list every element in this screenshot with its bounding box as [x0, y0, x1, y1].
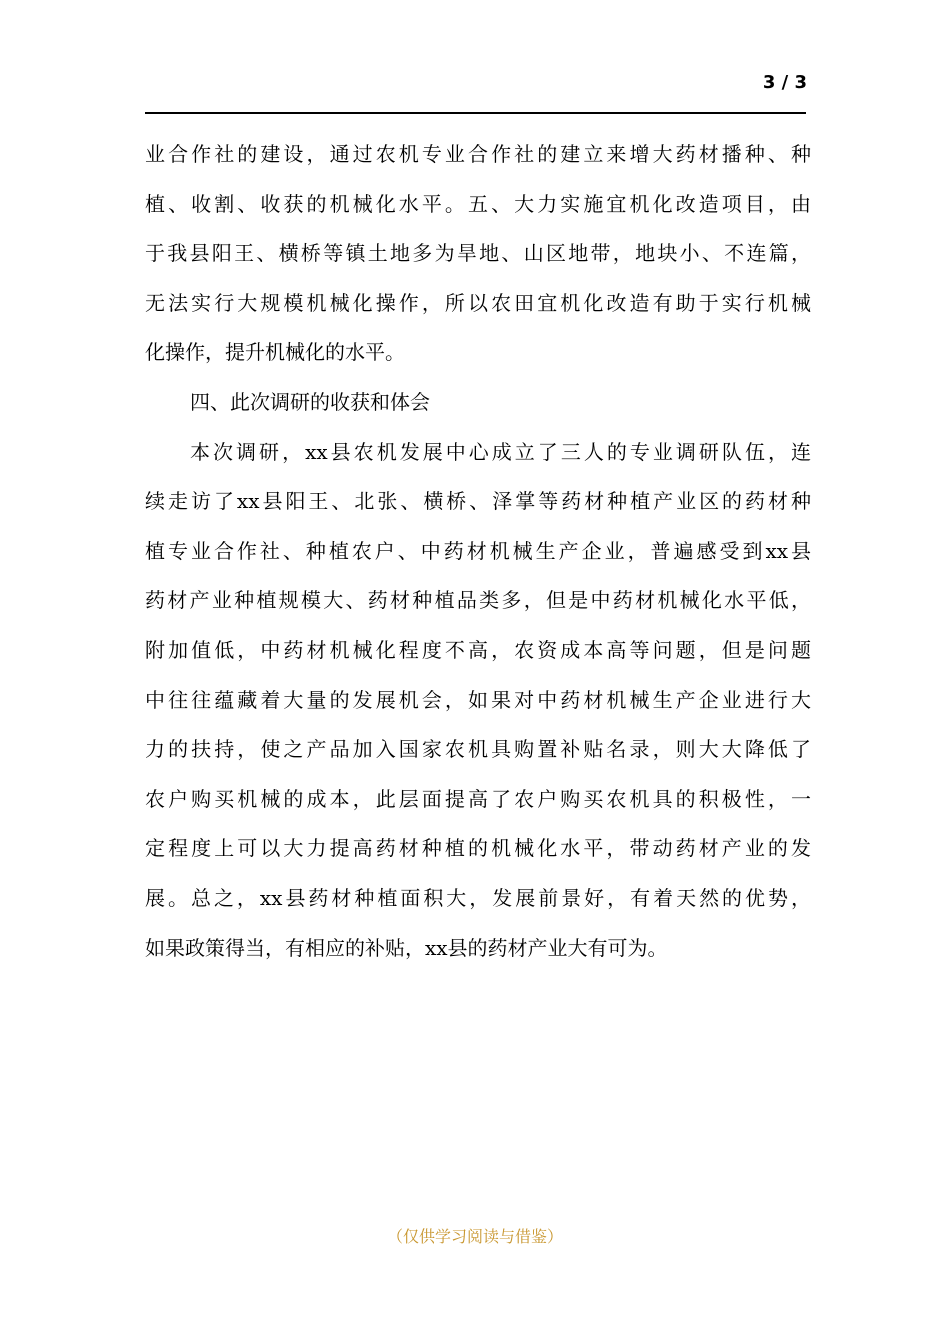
- body-line: 于我县阳王、横桥等镇土地多为旱地、山区地带，地块小、不连篇，: [145, 241, 811, 266]
- body-line: 农户购买机械的成本，此层面提高了农户购买农机具的积极性，一: [145, 786, 811, 811]
- page-number: 3 / 3: [762, 72, 807, 93]
- body-line: 植专业合作社、种植农户、中药材机械生产企业，普遍感受到xx县: [145, 538, 811, 563]
- body-line: 药材产业种植规模大、药材种植品类多，但是中药材机械化水平低，: [145, 588, 811, 613]
- body-line: 业合作社的建设，通过农机专业合作社的建立来增大药材播种、种: [145, 142, 811, 166]
- body-line: 力的扶持，使之产品加入国家农机具购置补贴名录，则大大降低了: [145, 737, 811, 762]
- body-line: 续走访了xx县阳王、北张、横桥、泽掌等药材种植产业区的药材种: [145, 489, 811, 514]
- body-line: 定程度上可以大力提高药材种植的机械化水平，带动药材产业的发: [145, 836, 811, 861]
- section-heading: 四、此次调研的收获和体会: [190, 389, 430, 414]
- header-divider: [145, 112, 806, 114]
- body-line: 中往往蕴藏着大量的发展机会，如果对中药材机械生产企业进行大: [145, 687, 811, 712]
- document-body: [145, 130, 811, 973]
- body-line: 植、收割、收获的机械化水平。五、大力实施宜机化改造项目，由: [145, 191, 811, 216]
- body-line: 展。总之，xx县药材种植面积大，发展前景好，有着天然的优势，: [145, 885, 811, 910]
- body-line: 无法实行大规模机械化操作，所以农田宜机化改造有助于实行机械: [145, 290, 811, 315]
- body-line: 本次调研，xx县农机发展中心成立了三人的专业调研队伍，连: [190, 439, 811, 464]
- body-line: 如果政策得当，有相应的补贴，xx县的药材产业大有可为。: [145, 935, 668, 960]
- body-line: 化操作，提升机械化的水平。: [145, 340, 405, 365]
- body-line: 附加值低，中药材机械化程度不高，农资成本高等问题，但是问题: [145, 637, 811, 662]
- footer-note: （仅供学习阅读与借鉴）: [386, 1227, 563, 1246]
